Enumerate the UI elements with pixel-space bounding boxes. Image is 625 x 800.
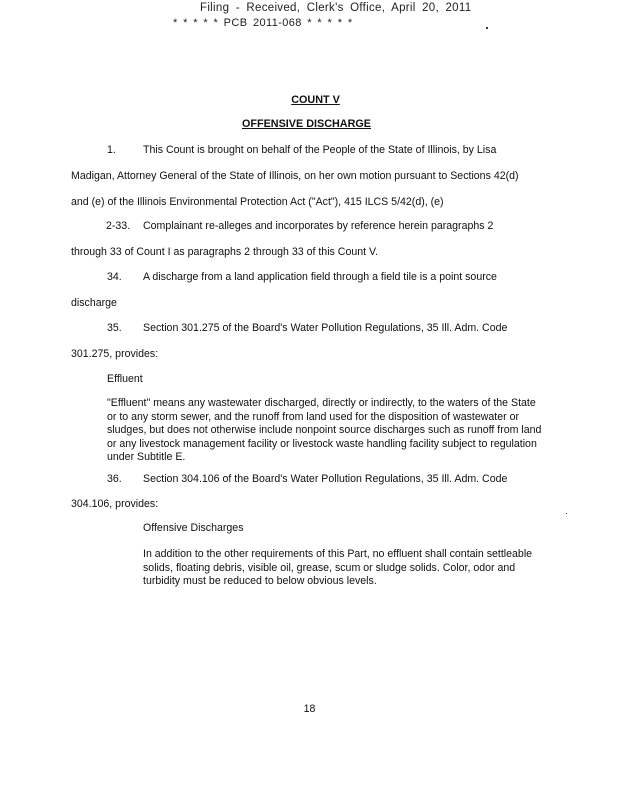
count-subtitle: OFFENSIVE DISCHARGE xyxy=(242,118,371,130)
count-heading: COUNT V xyxy=(291,94,340,106)
paragraph-36-line2: 304.106, provides: xyxy=(71,498,159,510)
paragraph-2-33-line1: Complainant re-alleges and incorporates by reference herein paragraphs 2 xyxy=(143,220,494,232)
offensive-quote-text: In addition to the other requirements of this Part, no effluent shall contain settleable solids, floating debris, visible oil, grease, scum or sludge solids. Color, odor and turbidity must be reduced to below obvious levels. xyxy=(143,548,533,588)
paragraph-36-line1: Section 304.106 of the Board's Water Pollution Regulations, 35 Ill. Adm. Code xyxy=(143,473,508,485)
effluent-quote-heading: Effluent xyxy=(107,373,143,385)
scan-speck xyxy=(486,27,488,29)
paragraph-1-line3: and (e) of the Illinois Environmental Protection Act ("Act"), 415 ILCS 5/42(d), (e) xyxy=(71,196,444,208)
paragraph-35-line1: Section 301.275 of the Board's Water Pollution Regulations, 35 Ill. Adm. Code xyxy=(143,322,508,334)
paragraph-35-line2: 301.275, provides: xyxy=(71,348,159,360)
paragraph-35-number: 35. xyxy=(107,322,122,334)
paragraph-1-number: 1. xyxy=(107,144,116,156)
paragraph-34-line2: discharge xyxy=(71,297,117,309)
page-number: 18 xyxy=(303,703,316,715)
paragraph-34-number: 34. xyxy=(107,271,122,283)
effluent-quote-text: "Effluent" means any wastewater discharged, directly or indirectly, to the waters of the State or to any storm sewer, and the runoff from land used for the disposition of wastewater or sludges, but does not otherwise include nonpoint source discharges such as runoff from land or any livestock management facility or livestock waste handling facility subject to regulation under Subtitle E. xyxy=(107,397,542,464)
paragraph-1-line2: Madigan, Attorney General of the State of Illinois, on her own motion pursuant to Sections 42(d) xyxy=(71,170,519,182)
paragraph-2-33-line2: through 33 of Count I as paragraphs 2 through 33 of this Count V. xyxy=(71,246,379,258)
offensive-quote-heading: Offensive Discharges xyxy=(143,522,244,534)
paragraph-2-33-number: 2-33. xyxy=(106,220,131,232)
scan-speck xyxy=(566,513,567,514)
pcb-stamp: * * * * * PCB 2011-068 * * * * * xyxy=(173,17,353,29)
paragraph-1-line1: This Count is brought on behalf of the People of the State of Illinois, by Lisa xyxy=(143,144,497,156)
paragraph-34-line1: A discharge from a land application field through a field tile is a point source xyxy=(143,271,497,283)
filing-stamp: Filing - Received, Clerk's Office, April 20, 2011 xyxy=(200,2,472,14)
paragraph-36-number: 36. xyxy=(107,473,122,485)
